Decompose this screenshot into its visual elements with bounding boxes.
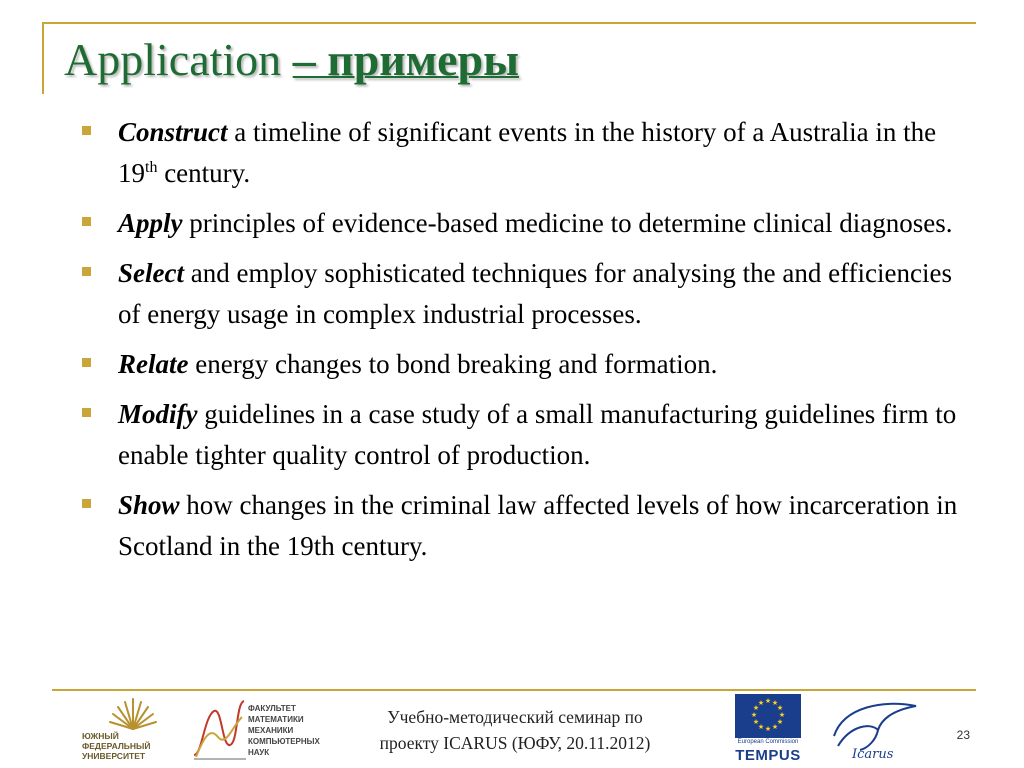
left-border-line [42,22,44,94]
bullet-select [80,253,960,335]
bullet-marker [82,267,91,276]
bullet-verb: Modify [118,399,198,429]
bullet-text: a timeline of significant events in the history of a Australia in the 19 [118,117,937,188]
bullet-verb: Show [118,490,180,520]
svg-text:★: ★ [764,725,772,733]
svg-text:★: ★ [771,699,779,707]
top-border-line [44,22,976,24]
bullet-modify [80,394,960,476]
page-number: 23 [956,728,970,742]
svg-text:★: ★ [752,718,760,726]
title-english: Application [64,34,282,85]
icarus-logo-icon [824,696,924,762]
bullet-verb: Select [118,258,184,288]
bullet-text: how changes in the criminal law affected levels of how incarceration in Scotland in the 19th century. [118,490,958,561]
bullet-text: and employ sophisticated techniques for analysing the and efficiencies of energy usage in complex industrial processes. [118,258,952,329]
footer-caption [334,704,696,756]
svg-text:★: ★ [771,723,779,731]
footer-divider [52,689,976,691]
svg-text:★: ★ [764,697,772,705]
faculty-logo [192,697,332,763]
bullet-superscript: th [145,159,158,176]
bullet-text-end: century. [157,158,251,188]
bullet-list [80,112,960,576]
bullet-text: energy changes to bond breaking and formation. [188,349,718,379]
bullet-relate [80,344,960,385]
svg-text:★: ★ [776,704,784,712]
bullet-verb: Relate [118,349,189,379]
tempus-caption: European Commission [737,739,799,745]
faculty-graph-icon [192,697,248,761]
bullet-verb: Construct [118,117,228,147]
sfu-crown-icon [108,695,158,731]
eu-flag-icon [735,694,801,738]
svg-text:Icarus: Icarus [852,747,894,762]
tempus-name: TEMPUS [735,747,801,764]
bullet-marker [82,217,91,226]
svg-text:★: ★ [778,711,786,719]
bullet-show [80,485,960,567]
bullet-marker [82,358,91,367]
sfu-logo-text: ЮЖНЫЙ ФЕДЕРАЛЬНЫЙ УНИВЕРСИТЕТ [82,731,151,761]
bullet-text: principles of evidence-based medicine to determine clinical diagnoses. [182,208,953,238]
svg-text:★: ★ [757,699,765,707]
svg-text:★: ★ [750,711,758,719]
footer-line-1: Учебно-методический семинар по [387,707,643,727]
footer-line-2: проекту ICARUS (ЮФУ, 20.11.2012) [379,733,651,753]
bullet-construct [80,112,960,194]
tempus-logo [735,694,801,766]
faculty-logo-text: ФАКУЛЬТЕТ МАТЕМАТИКИ МЕХАНИКИ КОМПЬЮТЕРНЫХ НАУК [248,704,320,757]
title-russian: – примеры [292,34,520,85]
slide-title [64,28,519,92]
bullet-marker [82,408,91,417]
svg-text:★: ★ [776,718,784,726]
bullet-marker [82,499,91,508]
svg-text:★: ★ [757,723,765,731]
bullet-marker [82,126,91,135]
bullet-verb: Apply [118,208,183,238]
bullet-apply [80,203,960,244]
bullet-text: guidelines in a case study of a small manufacturing guidelines firm to enable tighter quality control of production. [118,399,957,470]
svg-text:★: ★ [752,704,760,712]
sfu-logo [82,695,184,765]
